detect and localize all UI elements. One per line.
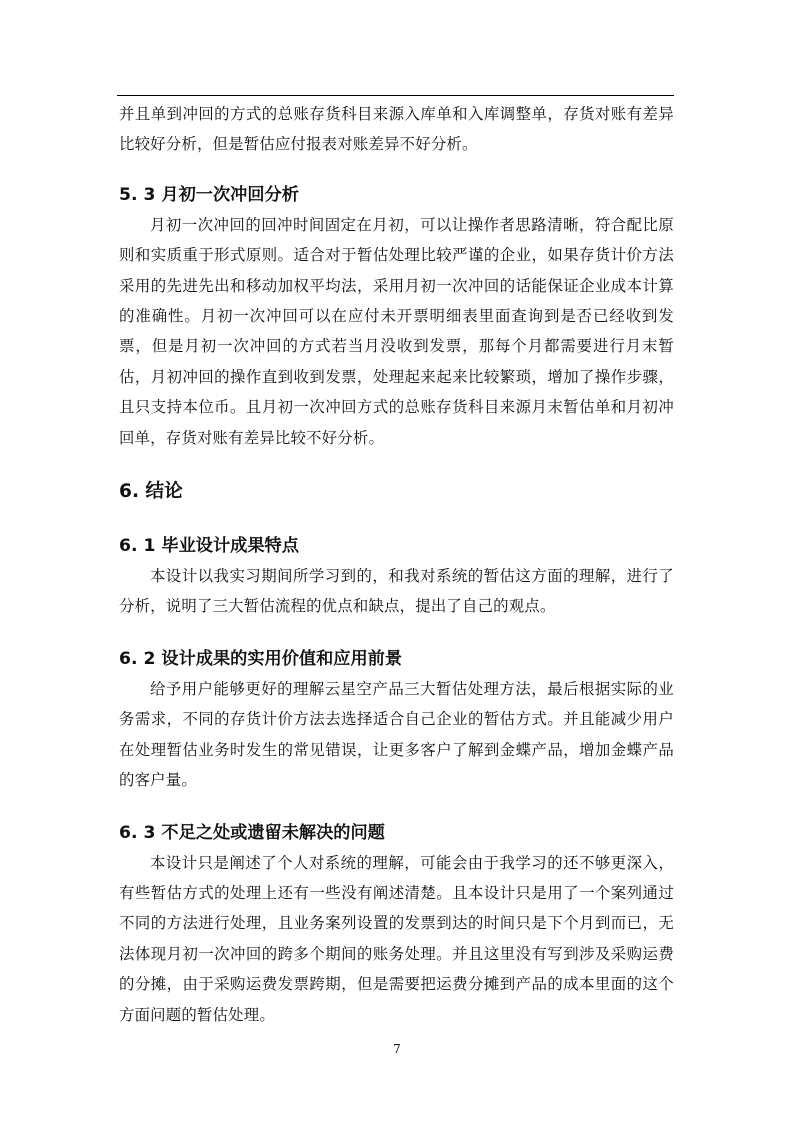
section-6-1-paragraph: 本设计以我实习期间所学习到的，和我对系统的暂估这方面的理解，进行了分析，说明了三大暂估流程的优点和缺点，提出了自己的观点。	[119, 567, 674, 616]
section-5-3-paragraph: 月初一次冲回的回冲时间固定在月初，可以让操作者思路清晰，符合配比原则和实质重于形式原则。适合对于暂估处理比较严谨的企业，如果存货计价方法采用的先进先出和移动加权平均法，采用月初一次冲回的话能保证企业成本计算的准确性。月初一次冲回可以在应付未开票明细表里面查询到是否已经收到发票，但是月初一次冲回的方式若当月没收到发票，那每个月都需要进行月末暂估，月初冲回的操作直到收到发票，处理起来起来比较繁琐，增加了操作步骤，且只支持本位币。且月初一次冲回方式的总账存货科目来源月末暂估单和月初冲回单，存货对账有差异比较不好分析。	[119, 215, 674, 447]
chapter-6-heading: 6. 结论	[119, 481, 183, 503]
page-content	[119, 99, 674, 1030]
section-6-3-heading: 6. 3 不足之处或遗留未解决的问题	[119, 822, 385, 843]
header-rule	[117, 95, 674, 96]
section-5-3-heading: 5. 3 月初一次冲回分析	[119, 184, 299, 205]
continuation-paragraph: 并且单到冲回的方式的总账存货科目来源入库单和入库调整单，存货对账有差异比较好分析，但是暂估应付报表对账差异不好分析。	[119, 105, 674, 154]
section-6-2-heading: 6. 2 设计成果的实用价值和应用前景	[119, 648, 403, 669]
page-number: 7	[393, 1042, 401, 1056]
section-6-3-paragraph: 本设计只是阐述了个人对系统的理解，可能会由于我学习的还不够更深入，有些暂估方式的处理上还有一些没有阐述清楚。且本设计只是用了一个案列通过不同的方法进行处理，且业务案列设置的发票到达的时间只是下个月到而已，无法体现月初一次冲回的跨多个期间的账务处理。并且这里没有写到涉及采购运费的分摊，由于采购运费发票跨期，但是需要把运费分摊到产品的成本里面的这个方面问题的暂估处理。	[119, 853, 674, 1024]
section-6-1-heading: 6. 1 毕业设计成果特点	[119, 536, 299, 557]
section-6-2-paragraph: 给予用户能够更好的理解云星空产品三大暂估处理方法，最后根据实际的业务需求，不同的存货计价方法去选择适合自己企业的暂估方式。并且能减少用户在处理暂估业务时发生的常见错误，让更多客户了解到金蝶产品，增加金蝶产品的客户量。	[119, 679, 674, 790]
